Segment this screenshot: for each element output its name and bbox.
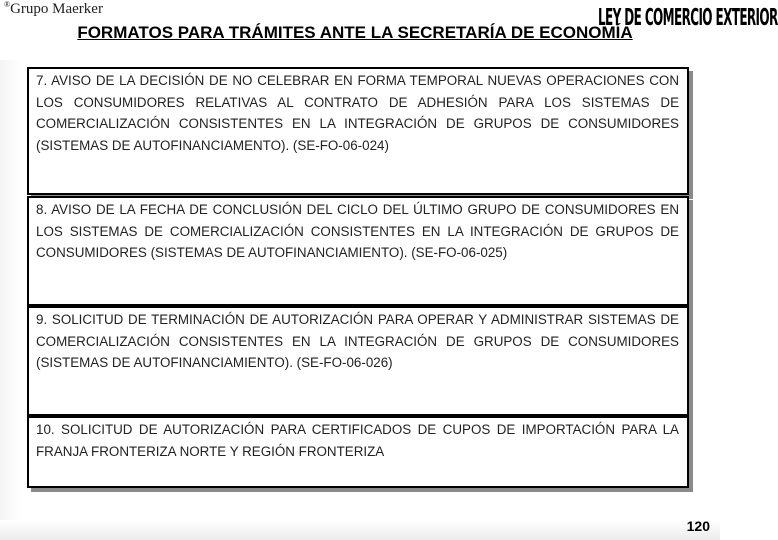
page-number: 120 [686,518,710,534]
bottom-gradient-band [0,520,720,540]
company-name: Grupo Maerker [10,1,103,17]
law-stamp-logo: LEY DE COMERCIO EXTERIOR [598,4,778,31]
page-title: FORMATOS PARA TRÁMITES ANTE LA SECRETARÍA DE ECONOMÍA [77,23,633,42]
form-item-9: 9. SOLICITUD DE TERMINACIÓN DE AUTORIZACIÓN PARA OPERAR Y ADMINISTRAR SISTEMAS DE COMERCIALIZACIÓN CONSISTENTES EN LA INTEGRACIÓN DE GRUPOS DE CONSUMIDORES (SISTEMAS DE AUTOFINANCIAMIENTO). (SE-FO-06-026) [27,306,689,416]
registered-mark: ® [4,0,11,9]
left-gradient-band [0,60,22,540]
company-logo [4,0,103,18]
form-item-8: 8. AVISO DE LA FECHA DE CONCLUSIÓN DEL CICLO DEL ÚLTIMO GRUPO DE CONSUMIDORES EN LOS SISTEMAS DE COMERCIALIZACIÓN CONSISTENTES EN LA INTEGRACIÓN DE GRUPOS DE CONSUMIDORES (SISTEMAS DE AUTOFINANCIAMIENTO). (SE-FO-06-025) [27,196,689,306]
form-item-10: 10. SOLICITUD DE AUTORIZACIÓN PARA CERTIFICADOS DE CUPOS DE IMPORTACIÓN PARA LA FRANJA FRONTERIZA NORTE Y REGIÓN FRONTERIZA [27,416,689,488]
form-item-7: 7. AVISO DE LA DECISIÓN DE NO CELEBRAR EN FORMA TEMPORAL NUEVAS OPERACIONES CON LOS CONSUMIDORES RELATIVAS AL CONTRATO DE ADHESIÓN PARA LOS SISTEMAS DE COMERCIALIZACIÓN CONSISTENTES EN LA INTEGRACIÓN DE GRUPOS DE CONSUMIDORES (SISTEMAS DE AUTOFINANCIAMENTO). (SE-FO-06-024) [27,67,689,195]
